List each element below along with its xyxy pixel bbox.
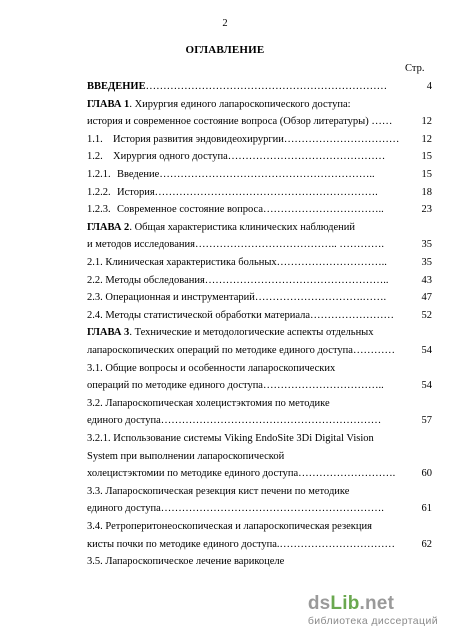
toc-entry [87,221,432,234]
toc-entry [87,186,432,199]
toc-entry-text: История развития эндовидеохирургии…………………………… [113,133,400,145]
toc-entry-number: 1.2. [87,151,103,163]
toc-entry-page: 54 [418,344,433,357]
toc-entry [87,555,432,568]
toc-entry-text: лапароскопических операций по методике единого доступа………… [87,345,395,356]
page-title: ОГЛАВЛЕНИЕ [185,44,265,56]
toc-entry [87,362,432,375]
toc-entry-page: 52 [418,309,433,322]
toc-entry-text: …………………………………………………………… [145,81,388,92]
toc-entry-text: единого доступа………………………………………………………. [87,503,384,515]
toc-entry-text: единого доступа……………………………………………………… [87,415,382,427]
toc-entry-text: история и современное состояние вопроса (Обзор литературы) …… [87,116,393,128]
toc-entry-text: 3.4. Ретроперитонеоскопическая и лапароскопическая резекция [87,521,372,532]
toc-entry-text: . Технические и методологические аспекты отдельных [129,327,374,339]
toc-entry [87,80,432,93]
toc-entry-page: 35 [418,256,433,269]
toc-entry-page: 47 [418,291,433,304]
toc-entry-text: Введение…………………………………………………….. [117,169,375,180]
toc-entry-text: операций по методике единого доступа…………………………….. [87,380,384,392]
toc-entry-text: 3.1. Общие вопросы и особенности лапароскопических [87,362,336,374]
toc-entry-page: 57 [418,414,433,427]
toc-entry [87,520,432,533]
toc-entry-page: 12 [418,133,433,146]
toc-entry [87,291,432,304]
toc-entry-text: 2.1. Клиническая характеристика больных………………………….. [87,257,387,268]
page-number: 2 [222,18,228,29]
toc-entry-page: 35 [418,238,433,251]
toc-entry [87,485,432,498]
toc-entry-text: 2.3. Операционная и инструментарий………………………….……. [87,292,387,304]
toc-entry [87,538,432,551]
toc-entry [87,379,432,392]
toc-entry-page: 54 [418,379,433,392]
toc-entry-page: 18 [418,186,433,199]
toc-entry-heading: ГЛАВА 1 [87,98,130,110]
toc-entry-text: 3.2.1. Использование системы Viking EndoSite 3Di Digital Vision [87,433,374,444]
toc-entry-text: 3.3. Лапароскопическая резекция кист печени по методике [87,485,350,497]
toc-entry-text: 2.2. Методы обследования…………………………………………….. [87,274,389,286]
toc-entry-page: 61 [418,502,433,515]
toc-entry [87,450,432,463]
toc-entry [87,133,432,146]
watermark-subtitle: библиотека диссертаций [307,615,438,627]
toc-entry [87,397,432,410]
toc-entry-text: Хирургия одного доступа……………………………………… [113,151,386,163]
toc-entry-number: 1.2.3. [87,204,111,216]
toc-entry-text: 2.4. Методы статистической обработки материала…………………… [87,309,395,321]
toc-entry [87,115,432,128]
pages-column-label: Стр. [405,63,425,74]
toc-entry-page: 15 [418,150,433,163]
toc-entry-page: 15 [418,168,433,181]
toc-entry-text: кисты почки по методике единого доступа.…………………………… [87,538,396,550]
toc-entry-text: System при выполнении лапароскопической [87,450,285,462]
toc-entry [87,168,432,181]
toc-entry-page: 60 [418,467,433,480]
toc-entry-text: Современное состояние вопроса…………………………….. [117,204,384,216]
toc-entry-text: 3.5. Лапароскопическое лечение варикоцеле [87,556,285,568]
toc-entry [87,432,432,445]
toc-entry-text: и методов исследования………………………………….. …………. [87,239,384,251]
toc-entry-page: 62 [418,538,433,551]
toc-entry [87,98,432,111]
toc-entry [87,274,432,287]
toc-entry [87,256,432,269]
toc-entry-text: . Общая характеристика клинических наблюдений [129,221,355,233]
toc-entry-page: 12 [418,115,433,128]
toc-entry-heading: ГЛАВА 3 [87,327,130,339]
toc-entry [87,344,432,357]
toc-entry-text: . Хирургия единого лапароскопического доступа: [129,98,351,110]
toc-entry [87,326,432,339]
watermark-logo: dsLib.net [307,593,395,614]
dslib-watermark [308,593,438,627]
toc-entry-number: 1.1. [87,133,103,145]
toc-entry-page: 23 [418,203,433,216]
toc-entry [87,309,432,322]
toc-entry-number: 1.2.1. [87,169,111,180]
toc-entry [87,150,432,163]
toc-entry [87,238,432,251]
toc-entry [87,414,432,427]
toc-entry-heading: ГЛАВА 2 [87,221,130,233]
toc-entry-page: 43 [418,274,433,287]
toc-entry-page: 4 [423,80,432,93]
toc-entry [87,467,432,480]
toc-entry-text: 3.2. Лапароскопическая холецистэктомия по методике [87,397,330,409]
toc-entry [87,502,432,515]
toc-entry-text: История………………………………………………………. [117,186,378,198]
toc-entry-text: холецистэктомии по методике единого доступа………………………. [87,468,396,480]
toc-entry-number: 1.2.2. [87,186,111,198]
toc-entry-heading: ВВЕДЕНИЕ [87,81,146,92]
toc-entry [87,203,432,216]
